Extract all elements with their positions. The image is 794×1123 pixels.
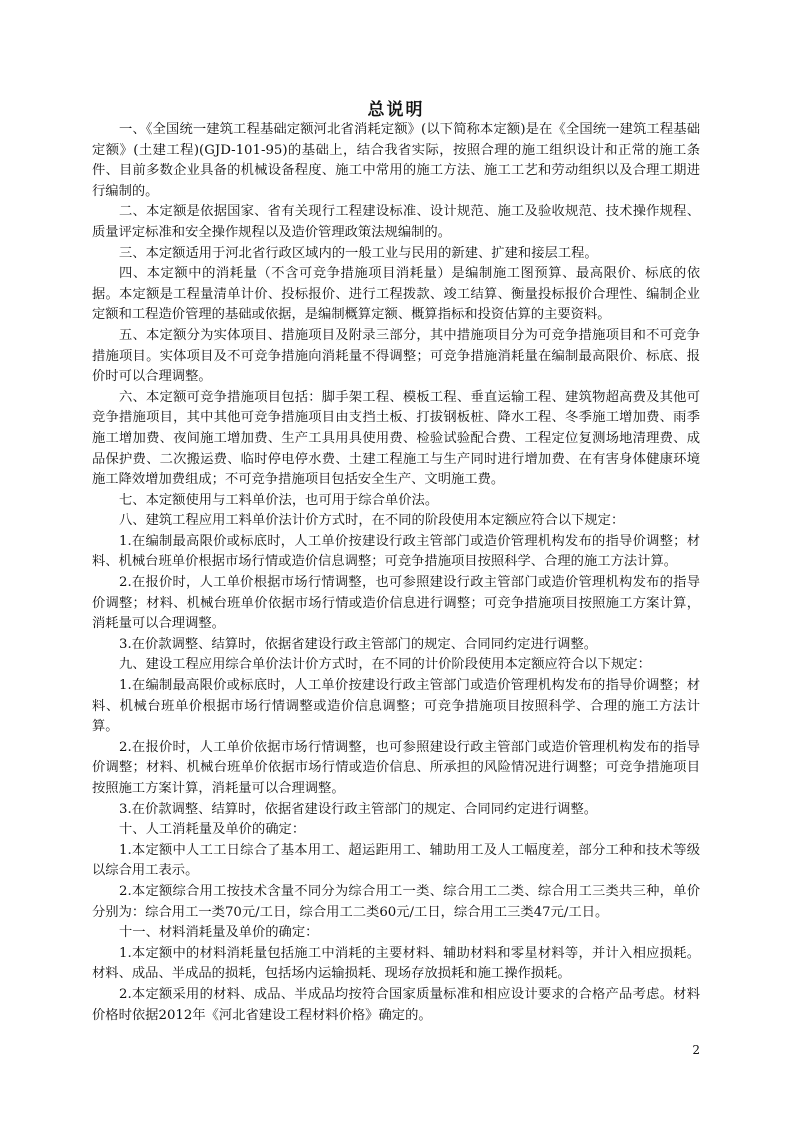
- document-body: [92, 120, 700, 1026]
- paragraph-2: 二、本定额是依据国家、省有关现行工程建设标准、设计规范、施工及验收规范、技术操作规程、质量评定标准和安全操作规程以及造价管理政策法规编制的。: [92, 204, 700, 240]
- paragraph-6: 六、本定额可竞争措施项目包括：脚手架工程、模板工程、垂直运输工程、建筑物超高费及其他可竞争措施项目，其中其他可竞争措施项目由支挡土板、打拔钢板桩、降水工程、冬季施工增加费、雨季施工增加费、夜间施工增加费、生产工具用具使用费、检验试验配合费、工程定位复测场地清理费、成品保护费、二次搬运费、临时停电停水费、土建工程施工与生产同时进行增加费、在有害身体健康环境施工降效增加费组成；不可竞争措施项目包括安全生产、文明施工费。: [92, 389, 700, 488]
- paragraph-4: 四、本定额中的消耗量（不含可竞争措施项目消耗量）是编制施工图预算、最高限价、标底的依据。本定额是工程量清单计价、投标报价、进行工程拨款、竣工结算、衡量投标报价合理性、编制企业定额和工程造价管理的基础或依据，是编制概算定额、概算指标和投资估算的主要资料。: [92, 266, 700, 323]
- document-page: [92, 0, 700, 1123]
- paragraph-10: 十、人工消耗量及单价的确定：: [119, 822, 306, 838]
- page-number: 2: [692, 1043, 700, 1057]
- paragraph-11-item-1: 1.本定额中的材料消耗量包括施工中消耗的主要材料、辅助材料和零星材料等，并计入相应损耗。材料、成品、半成品的损耗，包括场内运输损耗、现场存放损耗和施工操作损耗。: [92, 945, 700, 982]
- paragraph-8-item-1: 1.在编制最高限价或标底时，人工单价按建设行政主管部门或造价管理机构发布的指导价调整；材料、机械台班单价根据市场行情或造价信息调整；可竞争措施项目按照科学、合理的施工方法计算。: [92, 533, 700, 570]
- document-title: 总说明: [367, 100, 425, 121]
- paragraph-11: 十一、材料消耗量及单价的确定：: [119, 925, 319, 941]
- paragraph-8: 八、建筑工程应用工料单价法计价方式时，在不同的阶段使用本定额应符合以下规定：: [119, 513, 625, 529]
- paragraph-1: 一、《全国统一建筑工程基础定额河北省消耗定额》(以下简称本定额)是在《全国统一建筑工程基础定额》(土建工程)(GJD-101-95)的基础上，结合我省实际，按照合理的施工组织设计和正常的施工条件、目前多数企业具备的机械设备程度、施工中常用的施工方法、施工工艺和劳动组织以及合理工期进行编制的。: [92, 122, 700, 199]
- paragraph-9-item-2: 2.在报价时，人工单价依据市场行情调整，也可参照建设行政主管部门或造价管理机构发布的指导价调整；材料、机械台班单价依据市场行情或造价信息、所承担的风险情况进行调整；可竞争措施项目按照施工方案计算，消耗量可以合理调整。: [92, 739, 700, 796]
- paragraph-8-item-2: 2.在报价时，人工单价根据市场行情调整，也可参照建设行政主管部门或造价管理机构发布的指导价调整；材料、机械台班单价依据市场行情或造价信息进行调整；可竞争措施项目按照施工方案计算，消耗量可以合理调整。: [92, 575, 700, 632]
- paragraph-10-item-1: 1.本定额中人工工日综合了基本用工、超运距用工、辅助用工及人工幅度差，部分工种和技术等级以综合用工表示。: [92, 842, 700, 879]
- paragraph-3: 三、本定额适用于河北省行政区域内的一般工业与民用的新建、扩建和接层工程。: [119, 245, 598, 261]
- paragraph-9-item-1: 1.在编制最高限价或标底时，人工单价按建设行政主管部门或造价管理机构发布的指导价调整；材料、机械台班单价根据市场行情调整或造价信息调整；可竞争措施项目按照科学、合理的施工方法计算。: [92, 678, 700, 735]
- paragraph-10-item-2: 2.本定额综合用工按技术含量不同分为综合用工一类、综合用工二类、综合用工三类共三种，单价分别为：综合用工一类70元/工日，综合用工二类60元/工日，综合用工三类47元/工日。: [92, 883, 700, 920]
- paragraph-8-item-3: 3.在价款调整、结算时，依据省建设行政主管部门的规定、合同同约定进行调整。: [119, 636, 598, 652]
- paragraph-9-item-3: 3.在价款调整、结算时，依据省建设行政主管部门的规定、合同同约定进行调整。: [119, 801, 598, 817]
- paragraph-5: 五、本定额分为实体项目、措施项目及附录三部分，其中措施项目分为可竞争措施项目和不可竞争措施项目。实体项目及不可竞争措施向消耗量不得调整；可竞争措施消耗量在编制最高限价、标底、报价时可以合理调整。: [92, 327, 700, 385]
- paragraph-7: 七、本定额使用与工料单价法，也可用于综合单价法。: [119, 492, 439, 508]
- paragraph-11-item-2: 2.本定额采用的材料、成品、半成品均按符合国家质量标准和相应设计要求的合格产品考虑。材料价格时依据2012年《河北省建设工程材料价格》确定的。: [92, 986, 700, 1023]
- paragraph-9: 九、建设工程应用综合单价法计价方式时，在不同的计价阶段使用本定额应符合以下规定：: [119, 657, 651, 673]
